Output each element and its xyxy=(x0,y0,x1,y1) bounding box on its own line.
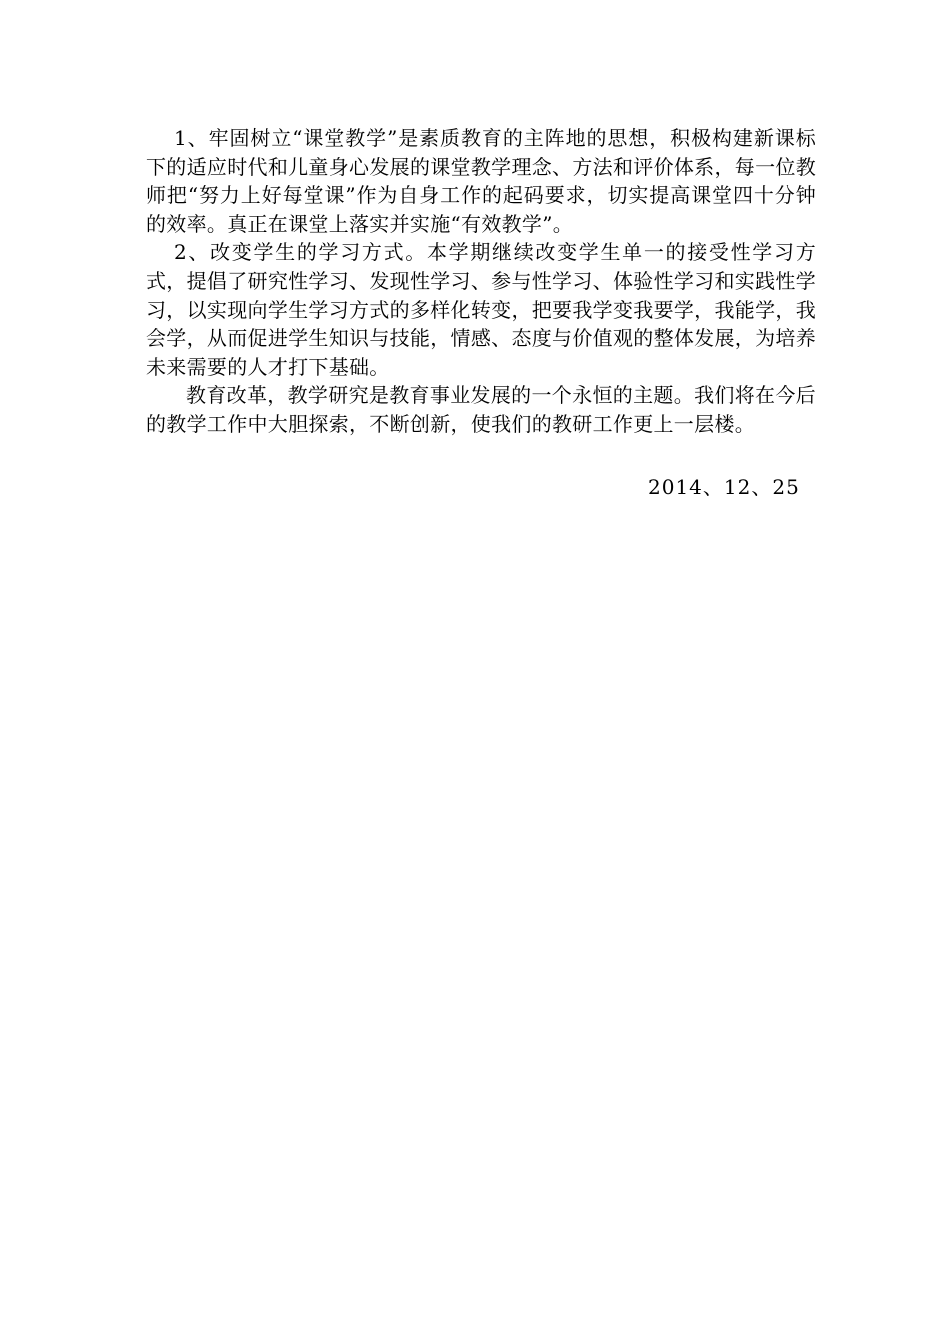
paragraph-1: 1、牢固树立“课堂教学”是素质教育的主阵地的思想，积极构建新课标下的适应时代和儿童身心发展的课堂教学理念、方法和评价体系，每一位教师把“努力上好每堂课”作为自身工作的起码要求，切实提高课堂四十分钟的效率。真正在课堂上落实并实施“有效教学”。 xyxy=(146,126,816,236)
paragraph-2: 2、改变学生的学习方式。本学期继续改变学生单一的接受性学习方式，提倡了研究性学习、发现性学习、参与性学习、体验性学习和实践性学习，以实现向学生学习方式的多样化转变，把要我学变我要学，我能学，我会学，从而促进学生知识与技能，情感、态度与价值观的整体发展，为培养未来需要的人才打下基础。 xyxy=(146,240,816,379)
paragraph-3: 教育改革，教学研究是教育事业发展的一个永恒的主题。我们将在今后的教学工作中大胆探索，不断创新，使我们的教研工作更上一层楼。 xyxy=(146,383,816,436)
document-date: 2014、12、25 xyxy=(648,475,800,499)
document-body xyxy=(146,124,816,439)
